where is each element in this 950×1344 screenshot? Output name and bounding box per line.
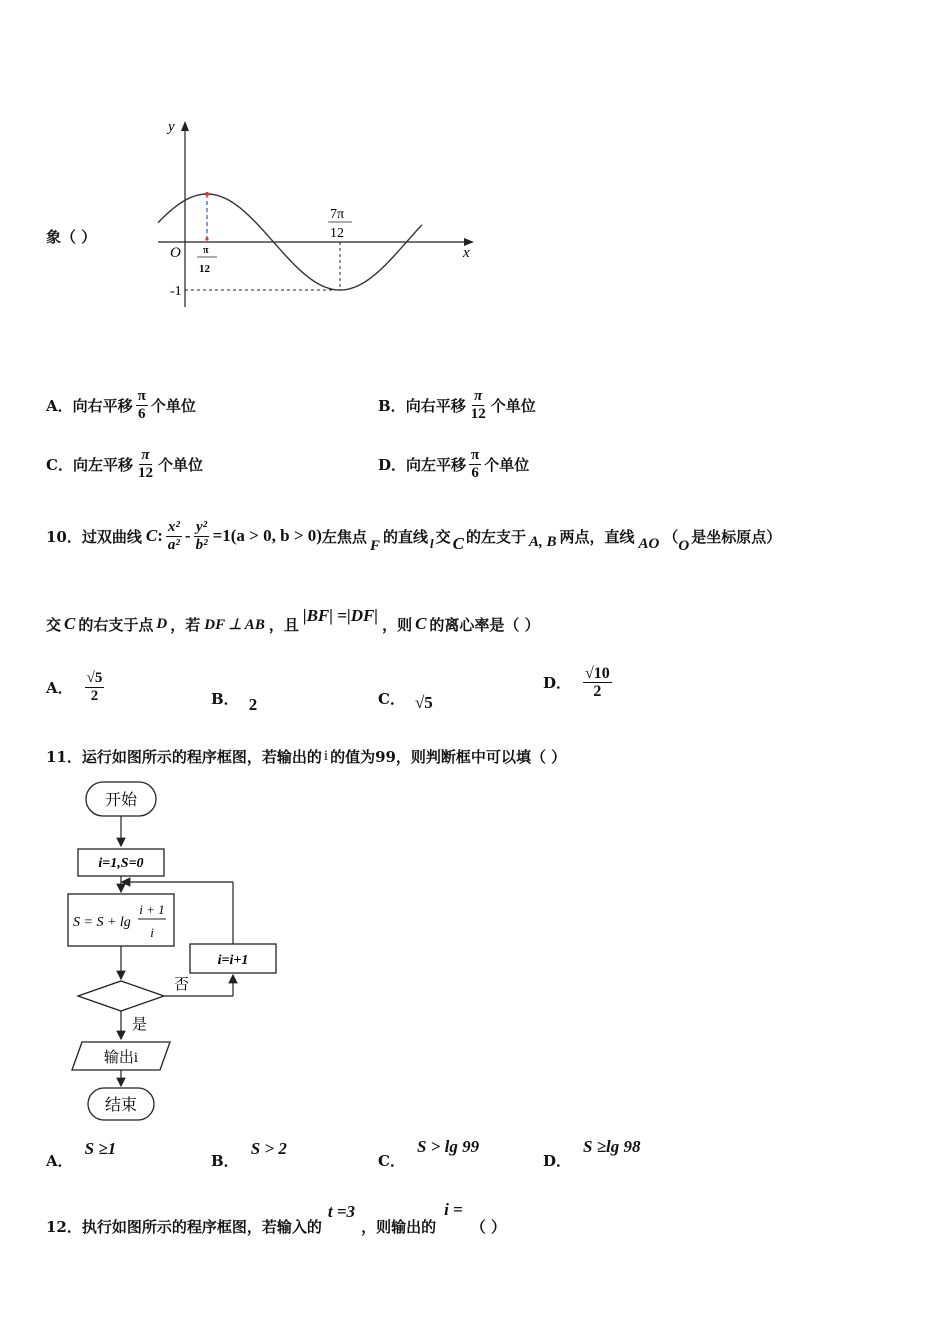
flow-no-label: 否 [174,977,190,993]
flow-update-left: S = S + lg [73,915,131,930]
q11-stem: 11．运行如图所示的程序框图，若输出的 i 的值为99，则判断框中可以填（ ） [46,748,567,766]
q10-line2: 交 C 的右支于点 D ，若 DF ⊥ AB ，且 |BF| =|DF| ，则 C 的离心率是（ ） [46,606,540,634]
q10-option-b[interactable]: B． 2 [211,690,258,714]
q9-option-c[interactable]: C． 向左平移 $\frac{\pi}{12}$ 个单位 [46,447,203,481]
flow-decision [78,981,164,1011]
y-min-label: -1 [170,284,182,299]
flow-end-label: 结束 [104,1097,138,1114]
q10-option-d[interactable]: D． $\frac{√10}{2}$ [543,665,610,700]
flow-update-den: i [150,925,154,940]
x-label: x [463,245,470,261]
origin-label: O [170,245,181,261]
q11-option-d[interactable]: D． S ≥lg 98 [543,1136,641,1170]
peak-num: π [203,245,209,256]
q10-line1: 10． 过双曲线 C : $\frac{\text{x²}}{\text{a²}}$ - $\frac{\text{y²}}{\text{b²}}$ =1(a > 0, b > 0) 左焦点 F 的直线 l 交 C 的左支于 A, B 两点，直线 AO （ O 是坐标原点） [46,518,782,554]
trough-den: 12 [330,226,344,241]
q10-option-c[interactable]: C． √5 [378,690,433,712]
peak-den: 12 [199,263,210,275]
q9-option-a[interactable]: A． 向右平移 $\frac{\pi}{6}$ 个单位 [46,388,196,422]
q11-option-b[interactable]: B． S > 2 [211,1138,287,1170]
q12-stem: 12．执行如图所示的程序框图，若输入的 t =3 ，则输出的 i = （ ） [46,1200,506,1236]
flow-incr-label: i=i+1 [217,953,249,968]
sine-graph [150,115,490,310]
flow-start-label: 开始 [104,792,138,809]
flow-update-num: i + 1 [139,902,165,917]
frac: $\frac{\pi}{6}$ [137,388,146,422]
y-label: y [168,119,175,135]
q11-option-a[interactable]: A． S ≥1 [46,1138,117,1170]
q9-stem-tail: 象（ ） [46,228,97,246]
trough-num: 7π [330,207,345,222]
q9-option-b[interactable]: B． 向右平移 $\frac{\pi}{12}$ 个单位 [378,388,536,422]
y-axis-arrow [181,121,189,131]
q11-option-c[interactable]: C． S > lg 99 [378,1136,480,1170]
q9-option-d[interactable]: D． 向左平移 $\frac{\pi}{6}$ 个单位 [378,447,530,481]
flowchart-q11 [60,776,290,1126]
q10-option-a[interactable]: A． $\frac{√5}{2}$ [46,670,103,704]
flow-yes-label: 是 [132,1017,148,1033]
peak-point [205,192,209,196]
flow-output-label: 输出i [103,1050,139,1066]
flow-init-label: i=1,S=0 [98,856,144,871]
peak-foot-point [205,237,208,240]
